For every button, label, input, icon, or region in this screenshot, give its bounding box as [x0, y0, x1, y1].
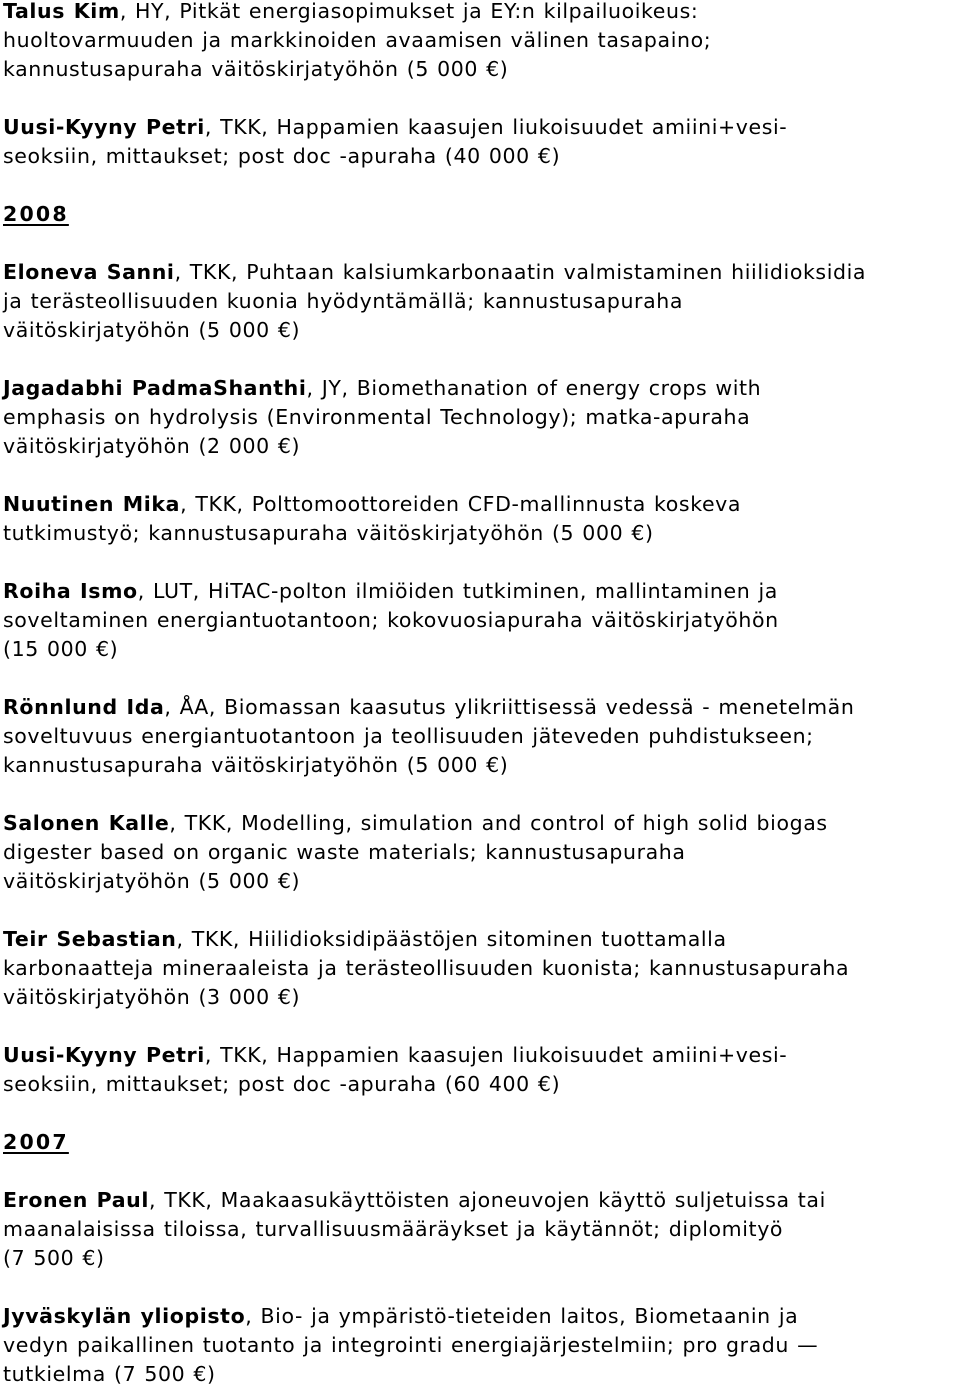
recipient-name: Eronen Paul — [3, 1188, 149, 1212]
grant-entry — [3, 374, 960, 461]
recipient-name: Roiha Ismo — [3, 579, 138, 603]
grant-entry — [3, 809, 960, 896]
year-heading-2008: 2008 — [3, 202, 69, 226]
grant-entry — [3, 258, 960, 345]
grant-entry — [3, 1302, 960, 1389]
grant-description: , TKK, Happamien kaasujen liukoisuudet amiini+vesi- seoksiin, mittaukset; post doc -apuraha (40 000 €) — [3, 115, 788, 168]
recipient-name: Uusi-Kyyny Petri — [3, 115, 205, 139]
grant-entry — [3, 1186, 960, 1273]
year-heading-2007: 2007 — [3, 1130, 69, 1154]
grant-description: , TKK, Puhtaan kalsiumkarbonaatin valmistaminen hiilidioksidia ja terästeollisuuden kuonia hyödyntämällä; kannustusapuraha väitöskirjatyöhön (5 000 €) — [3, 260, 867, 342]
recipient-name: Jagadabhi PadmaShanthi — [3, 376, 307, 400]
grant-description: , HY, Pitkät energiasopimukset ja EY:n kilpailuoikeus: huoltovarmuuden ja markkinoiden avaamisen välinen tasapaino; kannustusapuraha väitöskirjatyöhön (5 000 €) — [3, 0, 712, 81]
grant-entry — [3, 1041, 960, 1099]
grant-description: , TKK, Modelling, simulation and control of high solid biogas digester based on organic waste materials; kannustusapuraha väitöskirjatyöhön (5 000 €) — [3, 811, 828, 893]
grant-description: , LUT, HiTAC-polton ilmiöiden tutkiminen, mallintaminen ja soveltaminen energiantuotantoon; kokovuosiapuraha väitöskirjatyöhön (15 000 €) — [3, 579, 779, 661]
recipient-name: Eloneva Sanni — [3, 260, 175, 284]
grant-description: , TKK, Happamien kaasujen liukoisuudet amiini+vesi- seoksiin, mittaukset; post doc -apuraha (60 400 €) — [3, 1043, 788, 1096]
grant-description: , TKK, Hiilidioksidipäästöjen sitominen tuottamalla karbonaatteja mineraaleista ja terästeollisuuden kuonista; kannustusapuraha väitöskirjatyöhön (3 000 €) — [3, 927, 850, 1009]
grant-entry — [3, 490, 960, 548]
recipient-name: Uusi-Kyyny Petri — [3, 1043, 205, 1067]
grant-entry — [3, 577, 960, 664]
grant-entry — [3, 113, 960, 171]
grant-description: , JY, Biomethanation of energy crops with emphasis on hydrolysis (Environmental Technology); matka-apuraha väitöskirjatyöhön (2 000 €) — [3, 376, 762, 458]
grant-entry — [3, 693, 960, 780]
grant-entry — [3, 0, 960, 84]
recipient-name: Teir Sebastian — [3, 927, 177, 951]
grant-description: , TKK, Maakaasukäyttöisten ajoneuvojen käyttö suljetuissa tai maanalaisissa tiloissa, turvallisuusmääräykset ja käytännöt; diplomityö (7 500 €) — [3, 1188, 826, 1270]
recipient-name: Salonen Kalle — [3, 811, 170, 835]
grant-entry — [3, 925, 960, 1012]
grant-description: , Bio- ja ympäristö-tieteiden laitos, Biometaanin ja vedyn paikallinen tuotanto ja integrointi energiajärjestelmiin; pro gradu — tutkielma (7 500 €) — [3, 1304, 819, 1386]
recipient-name: Talus Kim — [3, 0, 120, 23]
recipient-name: Rönnlund Ida — [3, 695, 165, 719]
grant-description: , TKK, Polttomoottoreiden CFD-mallinnusta koskeva tutkimustyö; kannustusapuraha väitöskirjatyöhön (5 000 €) — [3, 492, 742, 545]
recipient-name: Jyväskylän yliopisto — [3, 1304, 246, 1328]
recipient-name: Nuutinen Mika — [3, 492, 181, 516]
grant-description: , ÅA, Biomassan kaasutus ylikriittisessä vedessä - menetelmän soveltuvuus energiantuotantoon ja teollisuuden jäteveden puhdistukseen; kannustusapuraha väitöskirjatyöhön (5 000 €) — [3, 695, 855, 777]
